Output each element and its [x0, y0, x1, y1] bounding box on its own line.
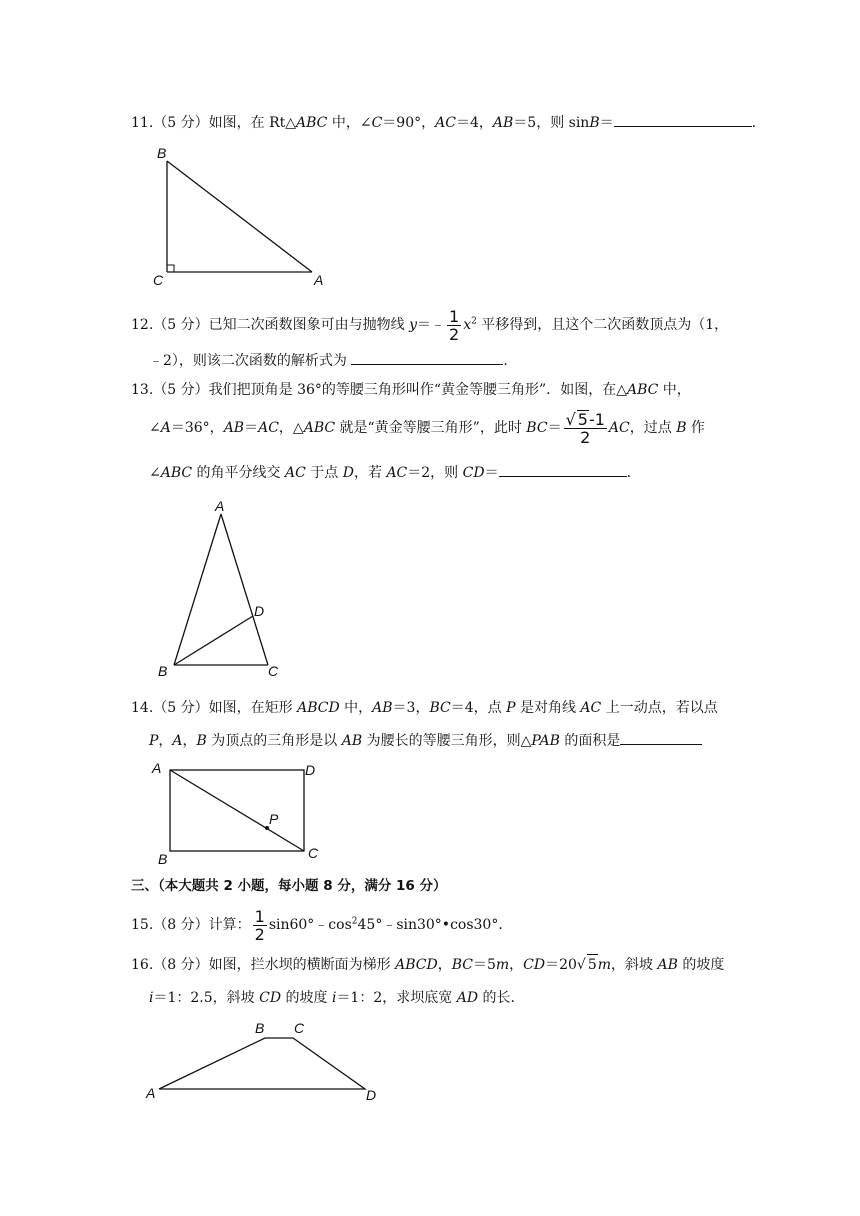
q16-unit-m: m	[495, 957, 510, 973]
q16-var-bc: BC	[451, 957, 473, 973]
q11-text: ＝5，则 sin	[513, 115, 590, 131]
q13-text: ∠	[149, 465, 161, 481]
q11-label-c: C	[153, 272, 164, 288]
q14-text: ＝3，	[392, 700, 430, 716]
q13-var-ab: AB	[223, 420, 245, 436]
q13-answer-blank[interactable]	[499, 462, 627, 477]
q16-text: ＝1：2，求坝底宽	[336, 990, 457, 1006]
q15-score: （8 分）	[153, 917, 209, 933]
q13-frac-den: 2	[580, 428, 591, 447]
q13-text: ，过点	[629, 420, 677, 436]
q11-var-c: C	[371, 115, 383, 131]
q16-radicand: 5	[587, 954, 598, 975]
q13-label-a: A	[215, 498, 225, 514]
q13-line3	[149, 462, 631, 483]
q13-text: 的角平分线交	[192, 465, 286, 481]
q14-text: 上一动点，若以点	[601, 700, 718, 716]
q11-var-ab: AB	[492, 115, 514, 131]
q13-text: 中，	[658, 382, 691, 398]
q14-diagonal-ac	[170, 770, 304, 851]
q11-line1	[131, 112, 756, 133]
q16-text: 的长．	[478, 990, 525, 1006]
q11-var-abc: ABC	[296, 115, 328, 131]
q13-side-ac	[221, 514, 268, 665]
q16-label-d: D	[366, 1087, 377, 1103]
q13-label-d: D	[254, 603, 265, 619]
q13-var-ac: AC	[285, 465, 306, 481]
q16-var-cd: CD	[259, 990, 282, 1006]
q11-number: 11.	[131, 115, 154, 131]
q13-var-ac2: AC	[608, 420, 630, 436]
q13-var-abc: ABC	[626, 382, 659, 398]
q13-text: ＝2，则	[407, 465, 463, 481]
q14-line2	[149, 730, 702, 751]
q13-var-d: D	[342, 465, 354, 481]
q16-text: ，	[437, 957, 452, 973]
q13-frac-num: √ 5-1	[565, 410, 605, 429]
q13-text: ，△	[278, 420, 304, 436]
q12-eq: ＝﹣	[417, 317, 445, 333]
q14-number: 14.	[131, 700, 154, 716]
q11-text: ＝	[599, 115, 614, 131]
q12-sup: 2	[471, 316, 477, 327]
q16-trapezoid-abcd	[159, 1038, 365, 1089]
q16-var-abcd: ABCD	[395, 957, 438, 973]
q13-bisector-bd	[174, 616, 253, 665]
q14-var-b: B	[196, 733, 207, 749]
q15-fraction	[253, 908, 267, 943]
q16-var-cd: CD	[523, 957, 546, 973]
q14-var-ab: AB	[341, 733, 363, 749]
q16-number: 16.	[131, 957, 154, 973]
q11-text: 中，∠	[327, 115, 372, 131]
q12-frac-num: 1	[449, 306, 460, 326]
q14-answer-blank[interactable]	[620, 730, 702, 745]
q13-line1	[131, 380, 691, 400]
q13-text: ＝36°，	[170, 420, 224, 436]
q13-var-bc: BC	[526, 420, 548, 436]
q14-var-pab: PAB	[531, 733, 560, 749]
q13-end: .	[626, 465, 632, 481]
q14-text: ＝4，点	[450, 700, 507, 716]
q12-text: ﹣2），则该二次函数的解析式为	[149, 353, 352, 369]
q14-var-abcd: ABCD	[297, 700, 340, 716]
q13-text: ∠	[149, 420, 161, 436]
q16-text: ，	[509, 957, 524, 973]
q16-text: ＝20	[545, 957, 577, 973]
q13-text: 就是“黄金等腰三角形”，此时	[335, 420, 527, 436]
q12-score: （5 分）	[153, 317, 209, 333]
q12-var-y: y	[409, 317, 417, 333]
q11-text: 如图，在 Rt△	[208, 115, 297, 131]
q14-label-a: A	[152, 760, 162, 776]
q16-line1: 16.（8 分）如图，拦水坝的横断面为梯形 ABCD，BC＝5m，CD＝20√ 5m，斜坡 AB 的坡度	[131, 954, 724, 975]
q13-text: ，若	[353, 465, 387, 481]
q14-var-ac: AC	[580, 700, 602, 716]
q15-number: 15.	[131, 917, 154, 933]
q13-text: 我们把顶角是 36°的等腰三角形叫作“黄金等腰三角形”．如图，在△	[208, 382, 627, 398]
q12-end: .	[503, 353, 508, 369]
q13-score: （5 分）	[153, 382, 209, 398]
q14-text: 如图，在矩形	[208, 700, 298, 716]
q15-sup: 2	[351, 916, 358, 927]
q13-var-ac: AC	[258, 420, 279, 436]
q14-text: 是对角线	[515, 700, 581, 716]
q13-var-cd: CD	[462, 465, 485, 481]
q13-var-abc: ABC	[303, 420, 336, 436]
section-3-heading: 三、（本大题共 2 小题，每小题 8 分，满分 16 分）	[131, 878, 447, 894]
q12-var-x: x	[463, 317, 472, 333]
q13-side-ab	[174, 514, 221, 665]
q14-var-a: A	[172, 733, 183, 749]
q13-text: 于点	[305, 465, 343, 481]
q13-label-b: B	[158, 663, 168, 679]
q14-text: ，	[182, 733, 197, 749]
q16-var-ad: AD	[456, 990, 479, 1006]
q14-var-ab: AB	[372, 700, 393, 716]
q14-text: 为顶点的三角形是以	[206, 733, 342, 749]
q16-text: 的坡度	[677, 957, 725, 973]
q11-var-ac: AC	[435, 115, 456, 131]
q15-text: 45°﹣sin30°•cos30°．	[357, 917, 513, 933]
q16-label-a: A	[146, 1085, 156, 1101]
q14-score: （5 分）	[153, 700, 209, 716]
q11-end: .	[751, 115, 757, 131]
q13-triangle-figure	[150, 496, 300, 681]
q13-number: 13.	[131, 382, 154, 398]
q13-text: 作	[686, 420, 705, 436]
q13-var-b: B	[676, 420, 687, 436]
q16-score: （8 分）	[153, 957, 209, 973]
q15-frac-num: 1	[254, 906, 265, 926]
q14-label-p: P	[269, 811, 279, 827]
q11-text: ＝90°，	[382, 115, 436, 131]
q11-right-angle-mark	[167, 265, 174, 272]
q16-unit-m: m	[597, 957, 612, 973]
q16-trapezoid-figure	[140, 1016, 390, 1108]
q16-var-i: i	[149, 990, 154, 1006]
q14-rectangle-figure	[146, 756, 336, 868]
q11-score: （5 分）	[153, 115, 209, 131]
q14-var-p: P	[506, 700, 516, 716]
q14-label-b: B	[158, 851, 168, 867]
q11-answer-blank[interactable]	[614, 112, 752, 127]
q13-var-a: A	[160, 420, 171, 436]
q11-var-b: B	[589, 115, 600, 131]
q14-var-bc: BC	[429, 700, 451, 716]
q14-label-c: C	[308, 845, 319, 861]
q13-text: ＝	[547, 420, 562, 436]
q12-fraction	[447, 308, 461, 343]
q15-text: 计算：	[208, 917, 251, 933]
q15-frac-den: 2	[254, 924, 265, 944]
q12-answer-blank[interactable]	[351, 350, 503, 365]
q12-frac-den: 2	[449, 324, 460, 344]
q16-text: 如图，拦水坝的横断面为梯形	[208, 957, 396, 973]
q11-label-b: B	[157, 145, 167, 161]
q12-line2	[149, 350, 508, 371]
q16-var-ab: AB	[657, 957, 678, 973]
q13-fraction	[564, 410, 607, 446]
q12-text: 已知二次函数图象可由与抛物线	[208, 317, 410, 333]
q12-line1	[131, 306, 728, 344]
q14-label-d: D	[305, 762, 316, 778]
q13-label-c: C	[268, 663, 279, 679]
q15-line1	[131, 906, 512, 944]
q11-side-ab	[167, 161, 312, 272]
q16-var-i: i	[331, 990, 337, 1006]
q16-label-c: C	[294, 1020, 305, 1036]
q16-text: ＝5	[472, 957, 496, 973]
q15-text: sin60°﹣cos	[268, 917, 352, 933]
q11-label-a: A	[314, 272, 324, 288]
q13-text: ＝	[244, 420, 259, 436]
q14-text: 的面积是	[559, 733, 621, 749]
q16-text: ＝1：2.5，斜坡	[153, 990, 260, 1006]
q12-text: 平移得到，且这个二次函数顶点为（1，	[476, 317, 729, 333]
q14-var-p: P	[149, 733, 159, 749]
q14-line1	[131, 698, 718, 718]
q16-text: 的坡度	[281, 990, 332, 1006]
q13-var-abc: ABC	[160, 465, 193, 481]
q12-number: 12.	[131, 317, 154, 333]
q13-frac-num-minus: -1	[588, 410, 605, 429]
q13-text: ＝	[484, 465, 499, 481]
q11-triangle-figure	[148, 140, 348, 290]
q16-line2	[149, 988, 525, 1008]
q16-text: ，斜坡	[611, 957, 658, 973]
q16-label-b: B	[255, 1020, 265, 1036]
q14-text: ，	[158, 733, 173, 749]
q13-var-ac: AC	[386, 465, 408, 481]
q13-line2	[149, 408, 705, 448]
q14-text: 中，	[339, 700, 373, 716]
q11-text: ＝4，	[455, 115, 493, 131]
q13-radicand: 5	[577, 410, 588, 429]
q14-text: 为腰长的等腰三角形，则△	[362, 733, 532, 749]
